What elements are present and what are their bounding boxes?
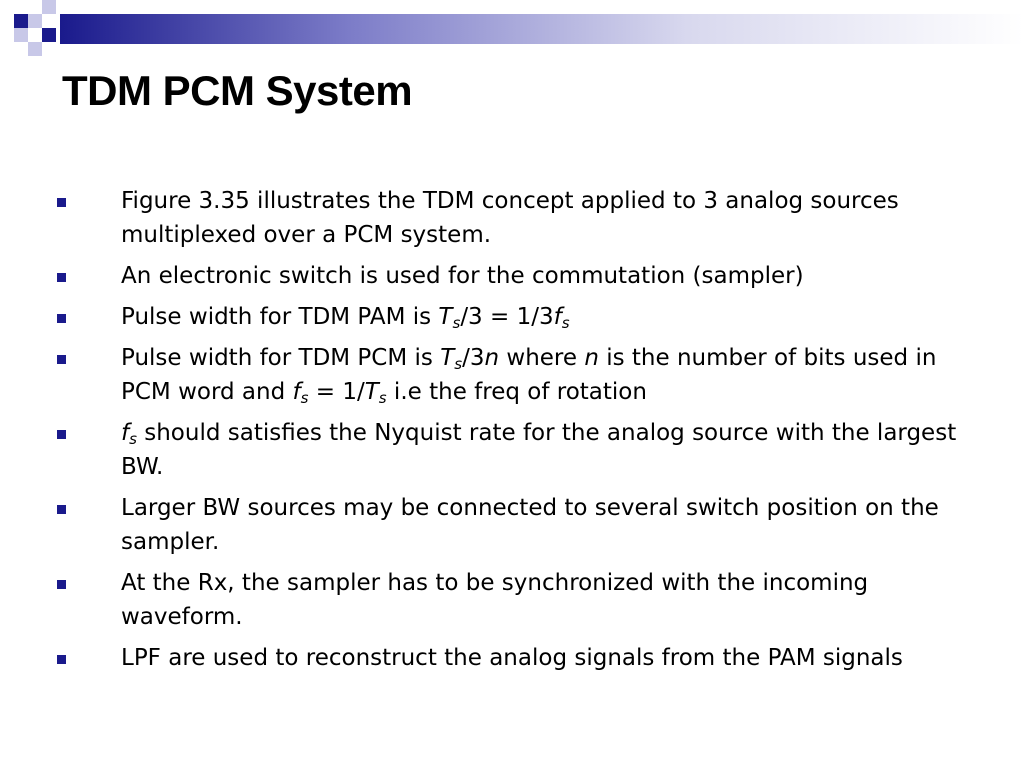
bullet-item — [55, 341, 975, 409]
slide-title: TDM PCM System — [62, 67, 413, 114]
bullet-item — [55, 184, 975, 252]
decor-square — [42, 28, 56, 42]
decor-square — [28, 42, 42, 56]
bullet-square-icon — [57, 430, 66, 439]
header-gradient-bar — [60, 14, 1024, 44]
bullet-text: At the Rx, the sampler has to be synchronized with the incoming waveform. — [121, 570, 869, 630]
bullet-text: An electronic switch is used for the commutation (sampler) — [121, 263, 804, 289]
header-decoration — [0, 0, 1024, 64]
bullet-text: Figure 3.35 illustrates the TDM concept applied to 3 analog sources multiplexed over a PCM system. — [121, 188, 899, 248]
bullet-item — [55, 491, 975, 559]
bullet-list — [55, 184, 975, 682]
bullet-text: Pulse width for TDM PAM is $T_s/3 = 1/3f_s$ — [121, 304, 570, 332]
bullet-item — [55, 641, 975, 675]
decor-square — [28, 14, 42, 28]
bullet-square-icon — [57, 355, 66, 364]
bullet-square-icon — [57, 198, 66, 207]
bullet-square-icon — [57, 314, 66, 323]
bullet-square-icon — [57, 505, 66, 514]
decor-square — [42, 0, 56, 14]
bullet-square-icon — [57, 273, 66, 282]
bullet-text: Larger BW sources may be connected to several switch position on the sampler. — [121, 495, 939, 555]
bullet-text: $f_s$ should satisfies the Nyquist rate for the analog source with the largest BW. — [121, 420, 957, 480]
decor-square — [14, 14, 28, 28]
bullet-square-icon — [57, 655, 66, 664]
bullet-item — [55, 300, 975, 334]
bullet-item — [55, 416, 975, 484]
bullet-text: Pulse width for TDM PCM is $T_s/3n$ where n is the number of bits used in PCM word and $f_s = 1/T_s$ i.e the freq of rotation — [121, 345, 937, 407]
bullet-item — [55, 259, 975, 293]
decor-square — [14, 28, 28, 42]
bullet-square-icon — [57, 580, 66, 589]
bullet-text: LPF are used to reconstruct the analog signals from the PAM signals — [121, 645, 903, 671]
bullet-item — [55, 566, 975, 634]
